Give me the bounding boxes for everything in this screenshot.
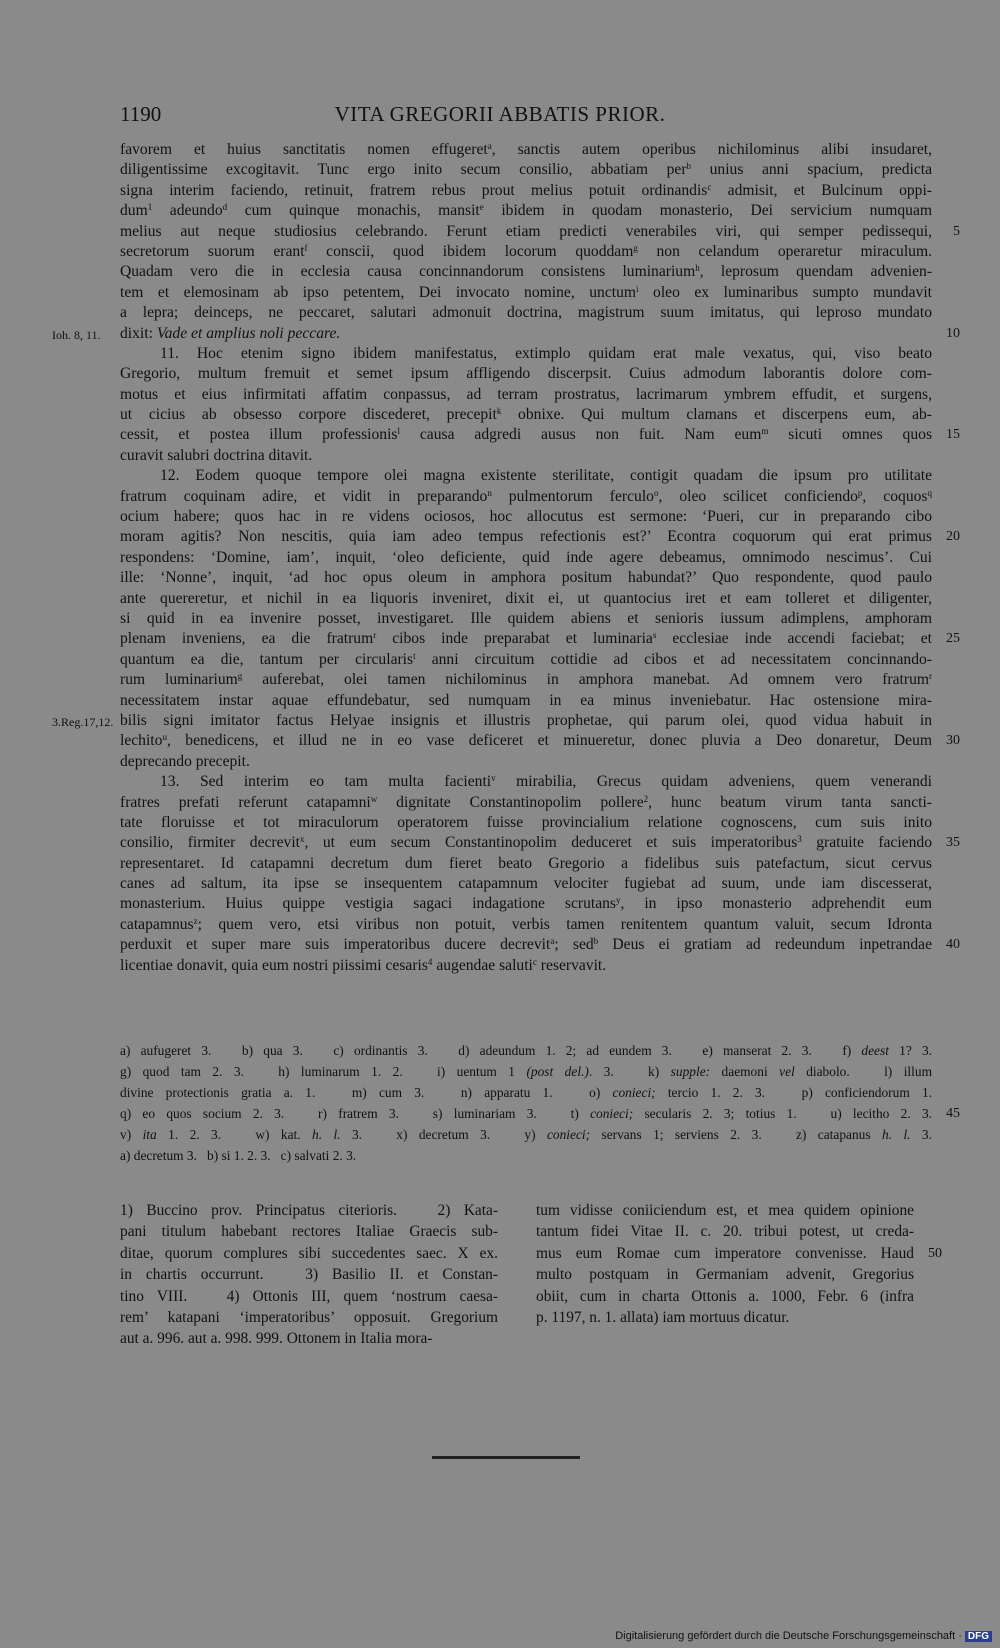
text-line-text: curavit salubri doctrina ditavit. <box>120 446 313 464</box>
text-line-text: plenam inveniens, ea die fratrum$^r$ cibos inde preparabat et luminaria$^s$ ecclesiae inde accendi faciebat; et <box>120 630 933 648</box>
text-line-text: cessit, et postea illum professionis$^l$ causa adgredi ausus non fuit. Nam eum$^m$ sicuti omnes quos <box>120 426 933 444</box>
text-line-text: 13. Sed interim eo tam multa facienti$^v$ mirabilia, Grecus quidam adveniens, quem venerandi <box>160 773 932 791</box>
text-line-text: fratrum coquinam adire, et vidit in preparando$^n$ pulmentorum ferculo$^o$, oleo scilicet conficiendo$^p$, coquos$^q$ <box>120 487 932 505</box>
text-line <box>120 609 932 629</box>
text-line <box>120 548 932 568</box>
text-line <box>120 446 932 466</box>
text-line-text: ocium habere; quos hac in re videns ociosos, hoc allocutus est sermone: ‘Pueri, cur in preparando cibo <box>120 508 932 526</box>
note-line <box>536 1221 914 1242</box>
text-line-text: secretorum suorum erant$^f$ conscii, quod ibidem locorum quoddam$^g$ non celandum operaretur miraculum. <box>120 242 932 260</box>
text-line-text: tem et elemosinam ab ipso petentem, Dei invocato nomine, unctum$^i$ oleo ex luminaribus sumpto mundavit <box>120 283 932 301</box>
line-number: 10 <box>946 325 960 341</box>
text-line <box>120 854 932 874</box>
end-rule <box>432 1456 580 1459</box>
text-line <box>120 691 932 711</box>
text-line-text: si quid in ea invenire posset, investigaret. Ille quidem abiens et senioris iussum adimplens, amphoram <box>120 609 932 627</box>
line-number: 50 <box>928 1245 942 1261</box>
text-line <box>120 242 932 262</box>
note-line-text: multo postquam in Germaniam advenit, Gregorius <box>536 1266 914 1284</box>
line-number: 45 <box>946 1106 960 1121</box>
line-number: 40 <box>946 937 960 953</box>
note-line <box>536 1286 914 1307</box>
text-line-text: representaret. Id catapamni decretum dum fieret beato Gregorio a fidelibus suis patefactum, sicut cervus <box>120 854 932 872</box>
text-line-text: canes ad saltum, ita ipse se insequentem catapamnum velociter fugiebat ad suum, unde iam discesserat, <box>120 875 932 893</box>
text-line <box>120 487 932 507</box>
line-number: 15 <box>946 427 960 443</box>
line-number: 25 <box>946 631 960 647</box>
text-line <box>52 711 932 731</box>
note-line-text: in chartis occurrunt. 3) Basilio II. et Constan- <box>120 1266 498 1284</box>
text-line-text: a lepra; deinceps, ne peccaret, salutari admonuit doctrina, magistrum suum imitatus, qui leproso mundato <box>120 304 932 322</box>
text-line <box>52 324 960 344</box>
apparatus-line <box>120 1040 932 1061</box>
text-line <box>120 772 932 792</box>
note-line <box>120 1200 498 1221</box>
dfg-logo: DFG <box>965 1631 992 1642</box>
note-line-text: tum vidisse coniiciendum est, et mea quidem opinione <box>536 1202 914 1219</box>
text-line-text: respondens: ‘Domine, iam’, inquit, ‘oleo deficiente, quid inde agere debeamus, omnimodo nescimus’. Cui <box>120 548 932 566</box>
text-line <box>120 405 932 425</box>
text-line <box>120 140 932 160</box>
text-line <box>120 670 932 690</box>
note-line-text: ditae, quorum complures sibi succedentes saec. X ex. <box>120 1244 498 1262</box>
text-line <box>120 364 932 384</box>
text-line <box>120 793 932 813</box>
text-line-text: favorem et huius sanctitatis nomen effugeret$^a$, sanctis autem operibus nichilominus alibi insudaret, <box>120 141 932 158</box>
note-line-text: pani titulum habebant rectores Italiae Graecis sub- <box>120 1223 498 1241</box>
text-line <box>120 874 932 894</box>
text-line-text: Gregorio, multum fremuit et semet ipsum affligendo discerpsit. Cuius admodum laborantis dolore com- <box>120 365 932 383</box>
page-number: 1190 <box>120 102 162 126</box>
apparatus-line <box>120 1124 932 1145</box>
text-line <box>120 283 932 303</box>
text-line-text: diligentissime excogitavit. Tunc ergo inito secum consilio, abbatiam per$^b$ unius anni spacium, predicta <box>120 161 932 179</box>
apparatus-line-text: v) ita 1. 2. 3. w) kat. h. l. 3. x) decretum 3. y) conieci; servans 1; serviens 2. 3. z) catapanus h. l. 3. <box>120 1127 932 1142</box>
text-line-text: dixit: Vade et amplius noli peccare. <box>120 324 341 342</box>
text-line-text: monasterium. Huius quippe vestigia sagaci indagatione scrutans$^y$, in ipso monasterio adprehendit eum <box>120 895 932 913</box>
text-line-text: dum$^1$ adeundo$^d$ cum quinque monachis, mansit$^e$ ibidem in quodam monasterio, Dei servicium numquam <box>120 202 933 220</box>
credit-text: Digitalisierung gefördert durch die Deutsche Forschungsgemeinschaft · <box>615 1630 962 1642</box>
text-line <box>120 813 932 833</box>
note-line <box>120 1286 498 1307</box>
text-line <box>120 915 932 935</box>
note-line <box>120 1307 498 1328</box>
note-line <box>536 1200 914 1221</box>
text-line <box>120 935 960 955</box>
text-line-text: ante quereretur, et nichil in ea liquoris inveniret, dixit ei, ut quantocius iret et eam tolleret et diligenter, <box>120 589 932 607</box>
note-line <box>536 1307 914 1328</box>
margin-reference: 3.Reg.17,12. <box>52 714 114 729</box>
text-line-text: necessitatem instar aquae effundebatur, sed numquam in ea minus inveniebatur. Hac ostensione mira- <box>120 691 932 709</box>
apparatus-line-text: divine protectionis gratia a. 1. m) cum 3. n) apparatu 1. o) conieci; tercio 1. 2. 3. p) conficiendorum 1. <box>120 1085 932 1100</box>
text-line <box>120 262 932 282</box>
note-line-text: 1) Buccino prov. Principatus citerioris. 2) Kata- <box>120 1202 498 1219</box>
text-line-text: tate floruisse et tot miraculorum operatorem fuisse provincialium relatione cognoscens, cum suis inito <box>120 813 932 831</box>
text-line <box>120 568 932 588</box>
text-line <box>120 629 960 649</box>
text-line-text: 12. Eodem quoque tempore olei magna existente sterilitate, contigit quadam die ipsum pro utilitate <box>160 467 932 485</box>
line-number: 20 <box>946 529 960 545</box>
margin-reference: Ioh. 8, 11. <box>52 327 101 342</box>
note-line-text: tino VIII. 4) Ottonis III, quem ‘nostrum caesa- <box>120 1287 498 1305</box>
text-line-text: perduxit et super mare suis imperatoribus ducere decrevit$^a$; sed$^b$ Deus ei gratiam ad redeundum inpetrandae <box>120 936 932 954</box>
text-line-text: deprecando precepit. <box>120 752 250 770</box>
text-line-text: ut cicius ab obsesso corpore discederet, precepit$^k$ obnixe. Qui multum clamans et discerpens eum, ab- <box>120 406 932 424</box>
apparatus-line <box>120 1145 932 1166</box>
text-line-text: consilio, firmiter decrevit$^x$, ut eum secum Constantinopolim deduceret et suis imperatoribus$^3$ gratuite faciendo <box>120 834 932 852</box>
note-line-text: rem’ katapani ‘imperatoribus’ opposuit. Gregorium <box>120 1308 498 1326</box>
apparatus-line-text: a) aufugeret 3. b) qua 3. c) ordinantis 3. d) adeundum 1. 2; ad eundem 3. e) manserat 2. 3. f) deest 1? 3. <box>120 1043 932 1058</box>
text-line <box>120 160 932 180</box>
text-line <box>120 425 960 445</box>
text-line-text: fratres prefati referunt catapamni$^w$ dignitate Constantinopolim pollere$^2$, hunc beatum virum tanta sancti- <box>120 793 932 811</box>
text-line-text: motus et eius infirmitati affatim conpassus, ad terram prostratus, lacrimarum ymbrem effudit, et surgens, <box>120 385 932 403</box>
text-line <box>120 956 932 976</box>
note-line <box>536 1264 914 1285</box>
apparatus-line <box>120 1061 932 1082</box>
apparatus-line-text: a) decretum 3. b) si 1. 2. 3. c) salvati 2. 3. <box>120 1148 357 1163</box>
note-line-text: obiit, cum in charta Ottonis a. 1000, Febr. 6 (infra <box>536 1287 914 1305</box>
text-line <box>120 466 932 486</box>
text-line <box>120 752 932 772</box>
text-line <box>120 344 932 364</box>
text-line-text: catapamnus$^z$; quem vero, etsi viribus non potuit, verbis tamen renitentem quantum valuit, secum Idronta <box>120 915 932 933</box>
text-line <box>120 303 932 323</box>
text-line <box>120 201 932 221</box>
text-line <box>120 222 960 242</box>
running-title: VITA GREGORII ABBATIS PRIOR. <box>334 102 666 126</box>
text-line-text: quantum ea die, tantum per circularis$^t$ anni circuitum cottidie ad cibos et ad necessitatem concinnando- <box>120 650 932 668</box>
text-line-text: bilis signi imitator factus Helyae insignis et illustris prophetae, qui parum olei, quod vidua habuit in <box>120 711 932 729</box>
note-line <box>120 1328 498 1349</box>
text-line <box>120 507 932 527</box>
apparatus-line-text: g) quod tam 2. 3. h) luminarum 1. 2. i) uentum 1 (post del.). 3. k) supple: daemoni vel diabolo. l) illum <box>120 1064 932 1079</box>
note-line <box>120 1264 498 1285</box>
footnotes-right-column <box>536 1200 942 1328</box>
note-line-text: tantum fidei Vitae II. c. 20. tribui potest, ut creda- <box>536 1223 914 1241</box>
text-line-text: moram agitis? Non nescitis, quia iam adeo tempus refectionis est?’ Econtra coquorum qui erat primus <box>120 528 932 546</box>
text-line-text: Quadam vero die in ecclesia causa concinnandorum consistens luminarium$^h$, leprosum quendam advenien- <box>120 263 933 281</box>
note-line-text: p. 1197, n. 1. allata) iam mortuus dicatur. <box>536 1308 790 1326</box>
text-line-text: rum luminarium$^g$ auferebat, olei tamen nichilominus in amphora manebat. Ad omnem vero fratrum$^r$ <box>120 671 932 689</box>
apparatus-line-text: q) eo quos socium 2. 3. r) fratrem 3. s) luminariam 3. t) conieci; secularis 2. 3; totius 1. u) lecitho 2. 3. <box>120 1106 932 1121</box>
text-line-text: melius aut neque studiosius celebrando. Ferunt etiam predicti venerabiles viri, qui semper pedissequi, <box>120 222 932 240</box>
note-line <box>120 1221 498 1242</box>
text-line <box>120 527 960 547</box>
line-number: 5 <box>953 223 960 239</box>
main-text <box>52 140 960 976</box>
critical-apparatus <box>120 1040 960 1166</box>
footnotes <box>120 1200 942 1360</box>
funding-credit <box>615 1630 992 1642</box>
text-line <box>120 650 932 670</box>
text-line <box>120 589 932 609</box>
page-header <box>120 102 880 132</box>
text-line <box>120 181 932 201</box>
apparatus-line <box>120 1103 960 1124</box>
line-number: 30 <box>946 733 960 749</box>
text-line <box>120 385 932 405</box>
note-line-text: mus eum Romae cum imperatore convenisse. Haud <box>536 1244 914 1262</box>
text-line-text: licentiae donavit, quia eum nostri piissimi cesaris$^4$ augendae saluti$^c$ reservavit. <box>120 956 607 974</box>
note-line-text: aut a. 996. aut a. 998. 999. Ottonem in Italia mora- <box>120 1330 433 1348</box>
line-number: 35 <box>946 835 960 851</box>
text-line-text: signa interim faciendo, retinuit, fratrem rebus prout melius potuit ordinandis$^c$ admisit, et Bulcinum oppi- <box>120 181 932 199</box>
text-line-text: 11. Hoc etenim signo ibidem manifestatus, extimplo quidam erat male vexatus, qui, viso beato <box>160 344 932 362</box>
text-line-text: lechito$^u$, benedicens, et illud ne in eo vase deficeret et minueretur, donec pluvia a Deo donaretur, Deum <box>120 732 932 750</box>
text-line <box>120 833 960 853</box>
footnotes-left-column <box>120 1200 498 1350</box>
apparatus-line <box>120 1082 932 1103</box>
note-line <box>120 1243 498 1264</box>
note-line <box>536 1243 942 1264</box>
text-line <box>120 731 960 751</box>
text-line-text: ille: ‘Nonne’, inquit, ‘ad hoc opus oleum in amphora positum habundat?’ Quo respondente, quod paulo <box>120 569 932 587</box>
text-line <box>120 894 932 914</box>
